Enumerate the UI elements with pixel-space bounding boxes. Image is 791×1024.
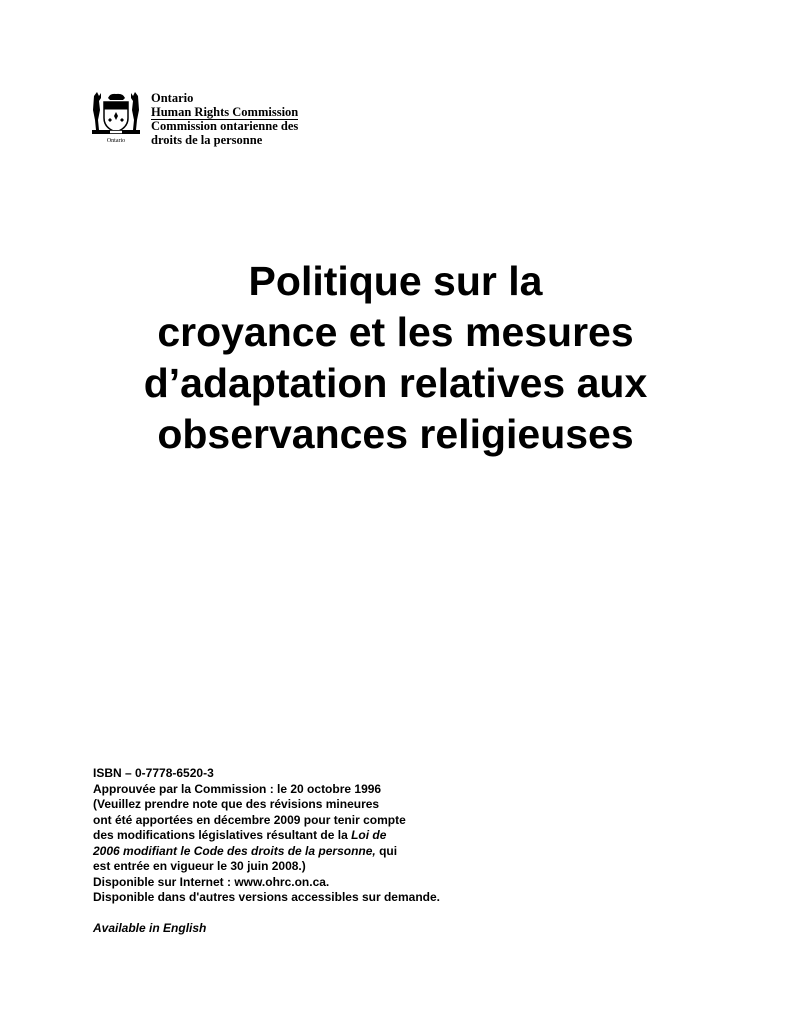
title-line: d’adaptation relatives aux — [143, 360, 648, 406]
revision-note-line: ont été apportées en décembre 2009 pour tenir compte — [93, 812, 406, 827]
title-line: observances religieuses — [157, 411, 634, 457]
law-title-italic: Loi de — [351, 828, 387, 842]
ontario-crest-icon — [90, 90, 142, 148]
document-title — [40, 256, 751, 460]
title-line: croyance et les mesures — [157, 309, 634, 355]
revision-note-text: des modifications législatives résultant de la — [93, 828, 352, 842]
org-line-french-2: droits de la personne — [151, 132, 263, 147]
revision-note-line — [93, 844, 440, 860]
available-in-english: Available in English — [93, 920, 207, 935]
org-line-french-1: Commission ontarienne des — [151, 119, 299, 133]
crest-caption: Ontario — [106, 138, 126, 144]
revision-note-line — [93, 828, 440, 844]
accessible-formats: Disponible dans d'autres versions accessibles sur demande. — [93, 890, 440, 904]
publication-info — [93, 766, 440, 936]
revision-note-line: est entrée en vigueur le 30 juin 2008.) — [93, 859, 306, 873]
org-line-english: Human Rights Commission — [151, 104, 299, 119]
org-line-ontario: Ontario — [151, 91, 194, 105]
organization-name — [151, 92, 298, 147]
revision-note-text: qui — [375, 843, 398, 858]
title-line: Politique sur la — [248, 258, 543, 304]
internet-availability: Disponible sur Internet : www.ohrc.on.ca. — [93, 874, 330, 889]
revision-note-line: (Veuillez prendre note que des révisions mineures — [93, 797, 380, 811]
law-title-italic: 2006 modifiant le Code des droits de la personne, — [93, 843, 376, 858]
isbn: ISBN – 0-7778-6520-3 — [93, 766, 214, 780]
approval-date: Approuvée par la Commission : le 20 octobre 1996 — [93, 781, 382, 796]
header-logo-block — [90, 90, 350, 150]
